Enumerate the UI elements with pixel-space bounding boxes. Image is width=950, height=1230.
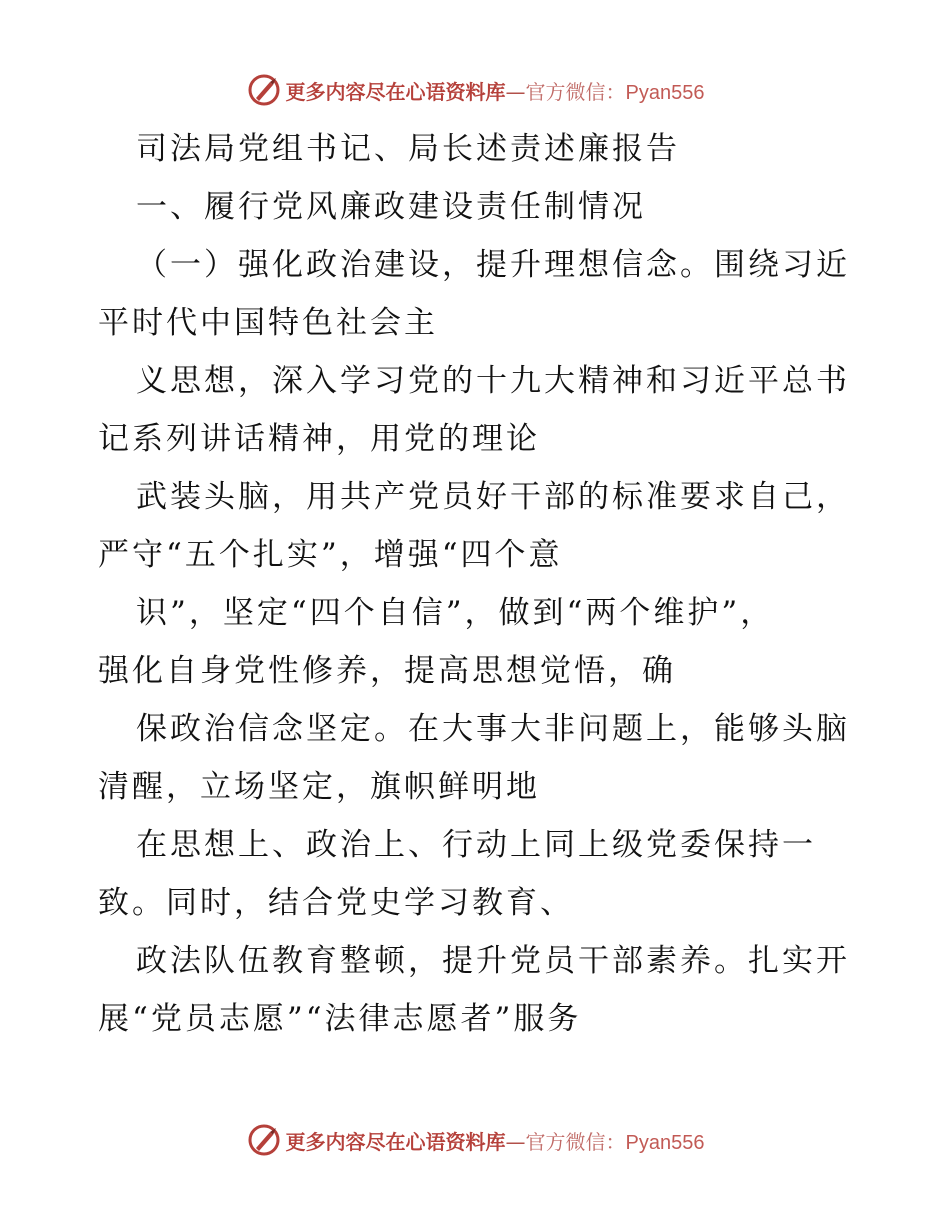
paragraph-line: 在思想上、政治上、行动上同上级党委保持一 xyxy=(136,827,816,863)
paragraph-line: 义思想，深入学习党的十九大精神和习近平总书 xyxy=(136,363,850,399)
footer-watermark xyxy=(0,1120,950,1160)
paragraph-line: 识”，坚定“四个自信”，做到“两个维护”， xyxy=(136,595,775,631)
quill-logo-icon xyxy=(246,72,282,108)
paragraph-line: 武装头脑，用共产党员好干部的标准要求自己， xyxy=(136,479,850,515)
watermark-sub: 官方微信： xyxy=(525,1129,626,1154)
watermark-dash: — xyxy=(505,79,526,104)
paragraph-line: （一）强化政治建设，提升理想信念。围绕习近 xyxy=(136,247,850,283)
watermark-text xyxy=(286,1126,705,1155)
paragraph-line: 保政治信念坚定。在大事大非问题上，能够头脑 xyxy=(136,711,850,747)
watermark-main: 更多内容尽在心语资料库 xyxy=(285,1129,506,1154)
watermark-dash: — xyxy=(505,1129,526,1154)
paragraph-line: 清醒，立场坚定，旗帜鲜明地 xyxy=(98,769,540,805)
watermark-main: 更多内容尽在心语资料库 xyxy=(285,79,506,104)
paragraph-line: 平时代中国特色社会主 xyxy=(98,305,438,341)
quill-logo-icon xyxy=(246,1122,282,1158)
document-body xyxy=(98,120,858,1048)
document-title: 司法局党组书记、局长述责述廉报告 xyxy=(136,131,680,167)
paragraph-line: 记系列讲话精神，用党的理论 xyxy=(98,421,540,457)
watermark-text xyxy=(286,76,705,105)
section-heading: 一、履行党风廉政建设责任制情况 xyxy=(136,189,646,225)
watermark-id: Pyan556 xyxy=(625,81,705,104)
paragraph-line: 严守“五个扎实”，增强“四个意 xyxy=(98,537,563,573)
watermark-id: Pyan556 xyxy=(625,1131,705,1154)
paragraph-line: 政法队伍教育整顿，提升党员干部素养。扎实开 xyxy=(136,943,850,979)
watermark-sub: 官方微信： xyxy=(525,79,626,104)
paragraph-line: 强化自身党性修养，提高思想觉悟，确 xyxy=(98,653,676,689)
header-watermark xyxy=(0,70,950,110)
paragraph-line: 致。同时，结合党史学习教育、 xyxy=(98,885,574,921)
paragraph-line: 展“党员志愿”“法律志愿者”服务 xyxy=(98,1001,582,1037)
